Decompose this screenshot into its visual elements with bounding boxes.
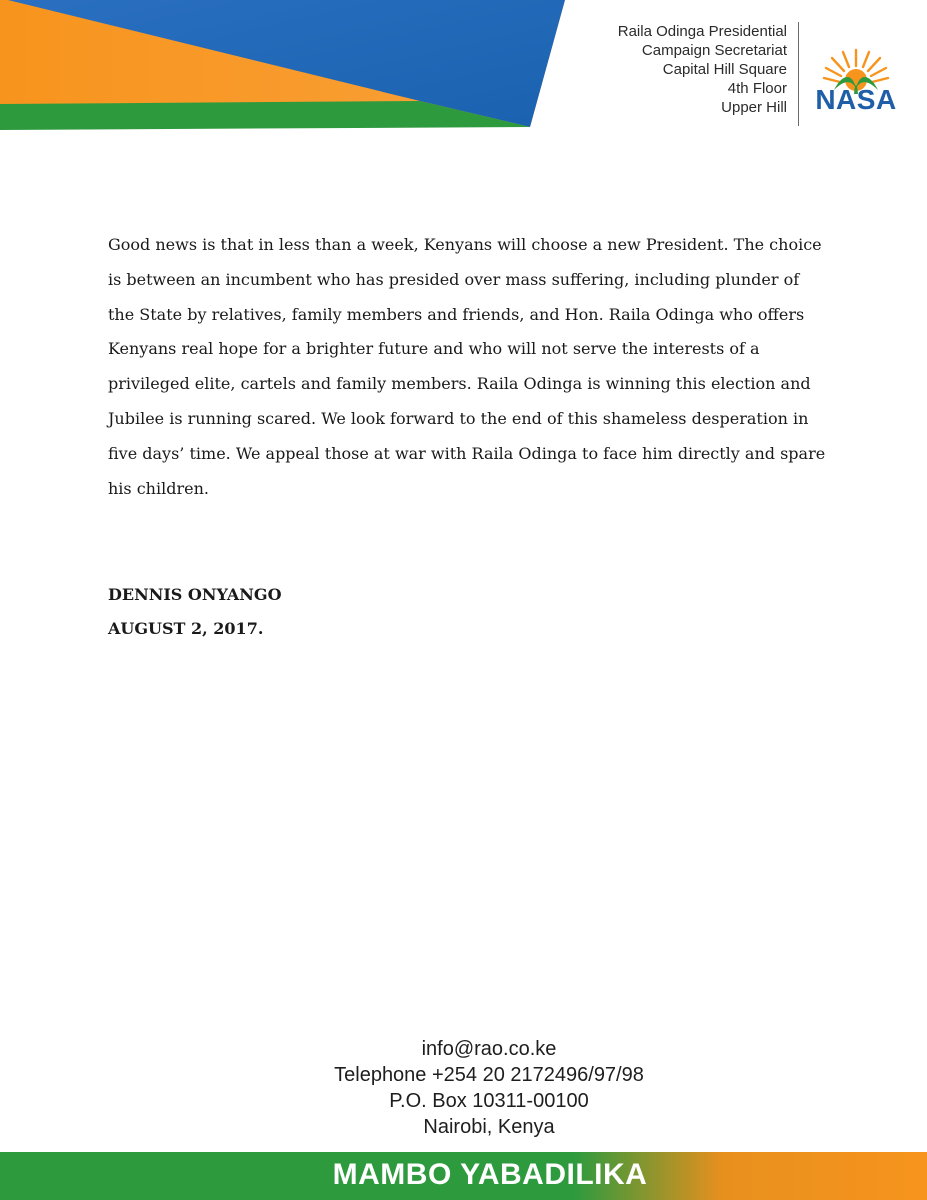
contact-city: Nairobi, Kenya — [423, 1116, 555, 1138]
header-divider — [798, 22, 799, 126]
address-line: Upper Hill — [721, 99, 787, 116]
address-line: Capital Hill Square — [662, 61, 787, 78]
address-line: 4th Floor — [727, 80, 787, 97]
letter-date: AUGUST 2, 2017. — [108, 619, 264, 638]
address-line: Campaign Secretariat — [641, 42, 787, 59]
letter-body: Good news is that in less than a week, Kenyans will choose a new President. The choice is between an incumbent who has presided over mass suffering, including plunder of the State by relatives, family members and friends, and Hon. Raila Odinga who offers Kenyans real hope for a brighter future and who will not serve the interests of a privileged elite, cartels and family members. Raila Odinga is winning this election and Jubilee is running scared. We look forward to the end of this shameless desperation in five days’ time. We appeal those at war with Raila Odinga to face him directly and spare his children. — [108, 235, 826, 498]
contact-email: info@rao.co.ke — [421, 1038, 557, 1060]
contact-block — [300, 1036, 678, 1140]
campaign-slogan: MAMBO YABADILIKA — [332, 1158, 648, 1191]
nasa-logo-text: NASA — [815, 84, 897, 115]
signatory-name: DENNIS ONYANGO — [108, 585, 282, 604]
contact-po-box: P.O. Box 10311-00100 — [389, 1090, 589, 1112]
address-line: Raila Odinga Presidential — [617, 23, 787, 40]
contact-telephone: Telephone +254 20 2172496/97/98 — [334, 1064, 644, 1086]
secretariat-address — [560, 22, 787, 117]
signature-block — [108, 578, 282, 646]
header-banner — [0, 0, 570, 130]
